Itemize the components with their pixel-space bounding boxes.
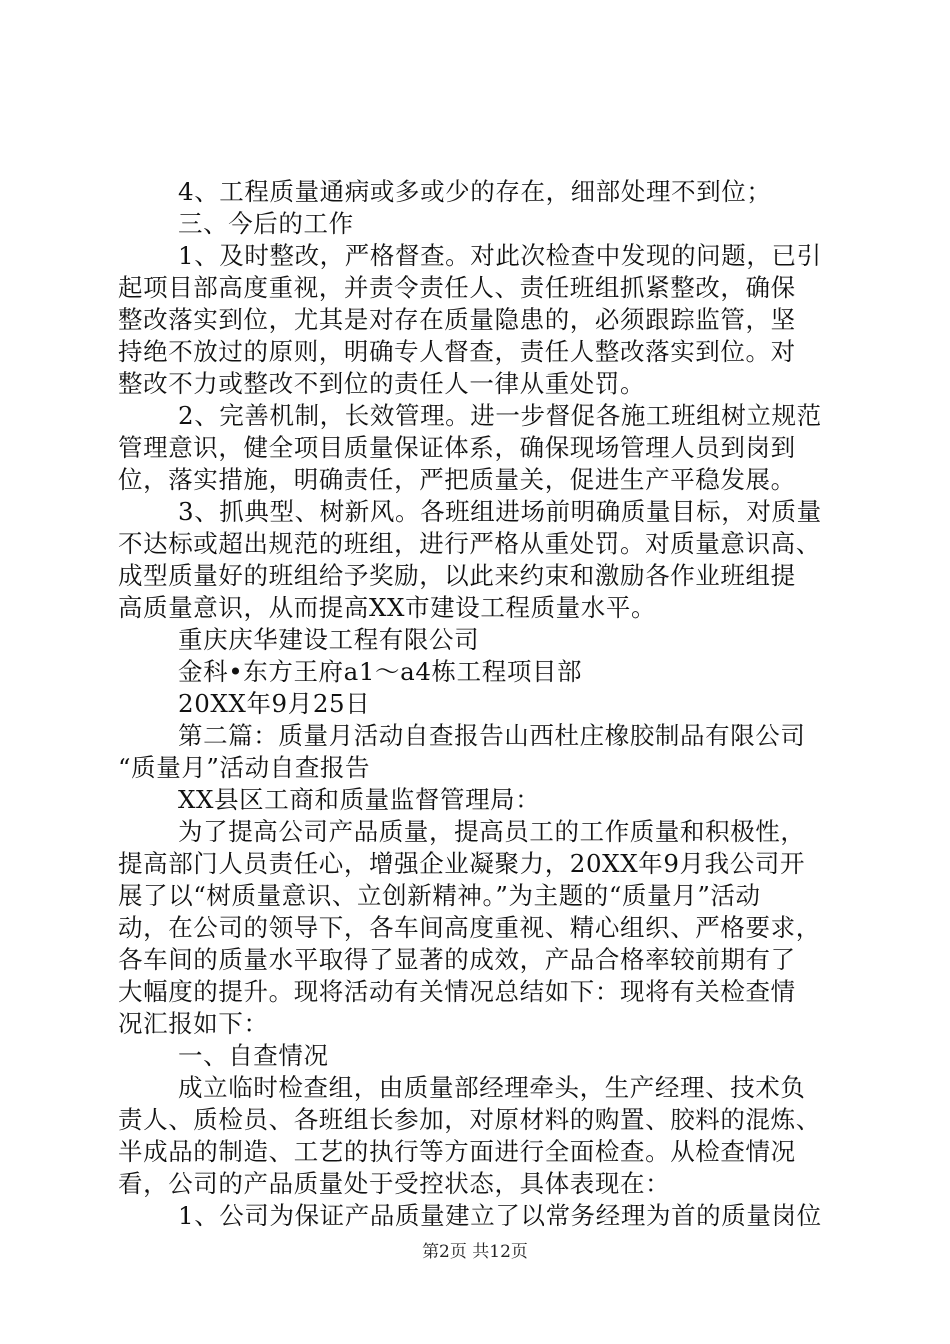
text-line: 成立临时检查组，由质量部经理牵头，生产经理、技术负 — [178, 1073, 806, 1102]
text-line: 位，落实措施，明确责任，严把质量关，促进生产平稳发展。 — [118, 465, 796, 494]
text-line: 1、公司为保证产品质量建立了以常务经理为首的质量岗位 — [178, 1201, 822, 1230]
text-line: 整改不力或整改不到位的责任人一律从重处罚。 — [118, 369, 646, 398]
text-line: 20XX年9月25日 — [178, 689, 371, 718]
text-line: 况汇报如下： — [118, 1009, 269, 1038]
text-line: 管理意识，健全项目质量保证体系，确保现场管理人员到岗到 — [118, 433, 796, 462]
text-line: 1、及时整改，严格督查。对此次检查中发现的问题，已引 — [178, 241, 822, 270]
page-footer: 第2页 共12页 — [422, 1242, 528, 1262]
text-line: 看，公司的产品质量处于受控状态，具体表现在： — [118, 1169, 671, 1198]
document-body — [118, 176, 838, 1232]
text-line: 各车间的质量水平取得了显著的成效，产品合格率较前期有了 — [118, 945, 796, 974]
text-line: 整改落实到位，尤其是对存在质量隐患的，必须跟踪监管，坚 — [118, 305, 796, 334]
text-line: 责人、质检员、各班组长参加，对原材料的购置、胶料的混炼、 — [118, 1105, 821, 1134]
text-line: 动，在公司的领导下，各车间高度重视、精心组织、严格要求， — [118, 913, 821, 942]
text-line: 提高部门人员责任心，增强企业凝聚力，20XX年9月我公司开 — [118, 849, 806, 878]
text-line: 成型质量好的班组给予奖励，以此来约束和激励各作业班组提 — [118, 561, 796, 590]
text-line: XX县区工商和质量监督管理局： — [178, 785, 541, 814]
text-line: 为了提高公司产品质量，提高员工的工作质量和积极性， — [178, 817, 806, 846]
text-line: 展了以“树质量意识、立创新精神。”为主题的“质量月”活动 — [118, 881, 761, 910]
text-line: 4、工程质量通病或多或少的存在，细部处理不到位； — [178, 177, 772, 206]
text-line: 不达标或超出规范的班组，进行严格从重处罚。对质量意识高、 — [118, 529, 821, 558]
text-line: 3、抓典型、树新风。各班组进场前明确质量目标，对质量 — [178, 497, 822, 526]
text-line: “质量月”活动自查报告 — [118, 753, 371, 782]
text-line: 高质量意识，从而提高XX市建设工程质量水平。 — [118, 593, 657, 622]
text-line: 大幅度的提升。现将活动有关情况总结如下：现将有关检查情 — [118, 977, 796, 1006]
text-line: 金科•东方王府a1～a4栋工程项目部 — [178, 657, 583, 686]
text-line: 起项目部高度重视，并责令责任人、责任班组抓紧整改，确保 — [118, 273, 796, 302]
text-line: 2、完善机制，长效管理。进一步督促各施工班组树立规范 — [178, 401, 822, 430]
text-line: 持绝不放过的原则，明确专人督查，责任人整改落实到位。对 — [118, 337, 796, 366]
text-line: 半成品的制造、工艺的执行等方面进行全面检查。从检查情况 — [118, 1137, 796, 1166]
text-line: 第二篇：质量月活动自查报告山西杜庄橡胶制品有限公司 — [178, 721, 806, 750]
text-line: 重庆庆华建设工程有限公司 — [178, 625, 480, 654]
text-line: 三、今后的工作 — [178, 209, 354, 238]
text-line: 一、自查情况 — [178, 1041, 329, 1070]
